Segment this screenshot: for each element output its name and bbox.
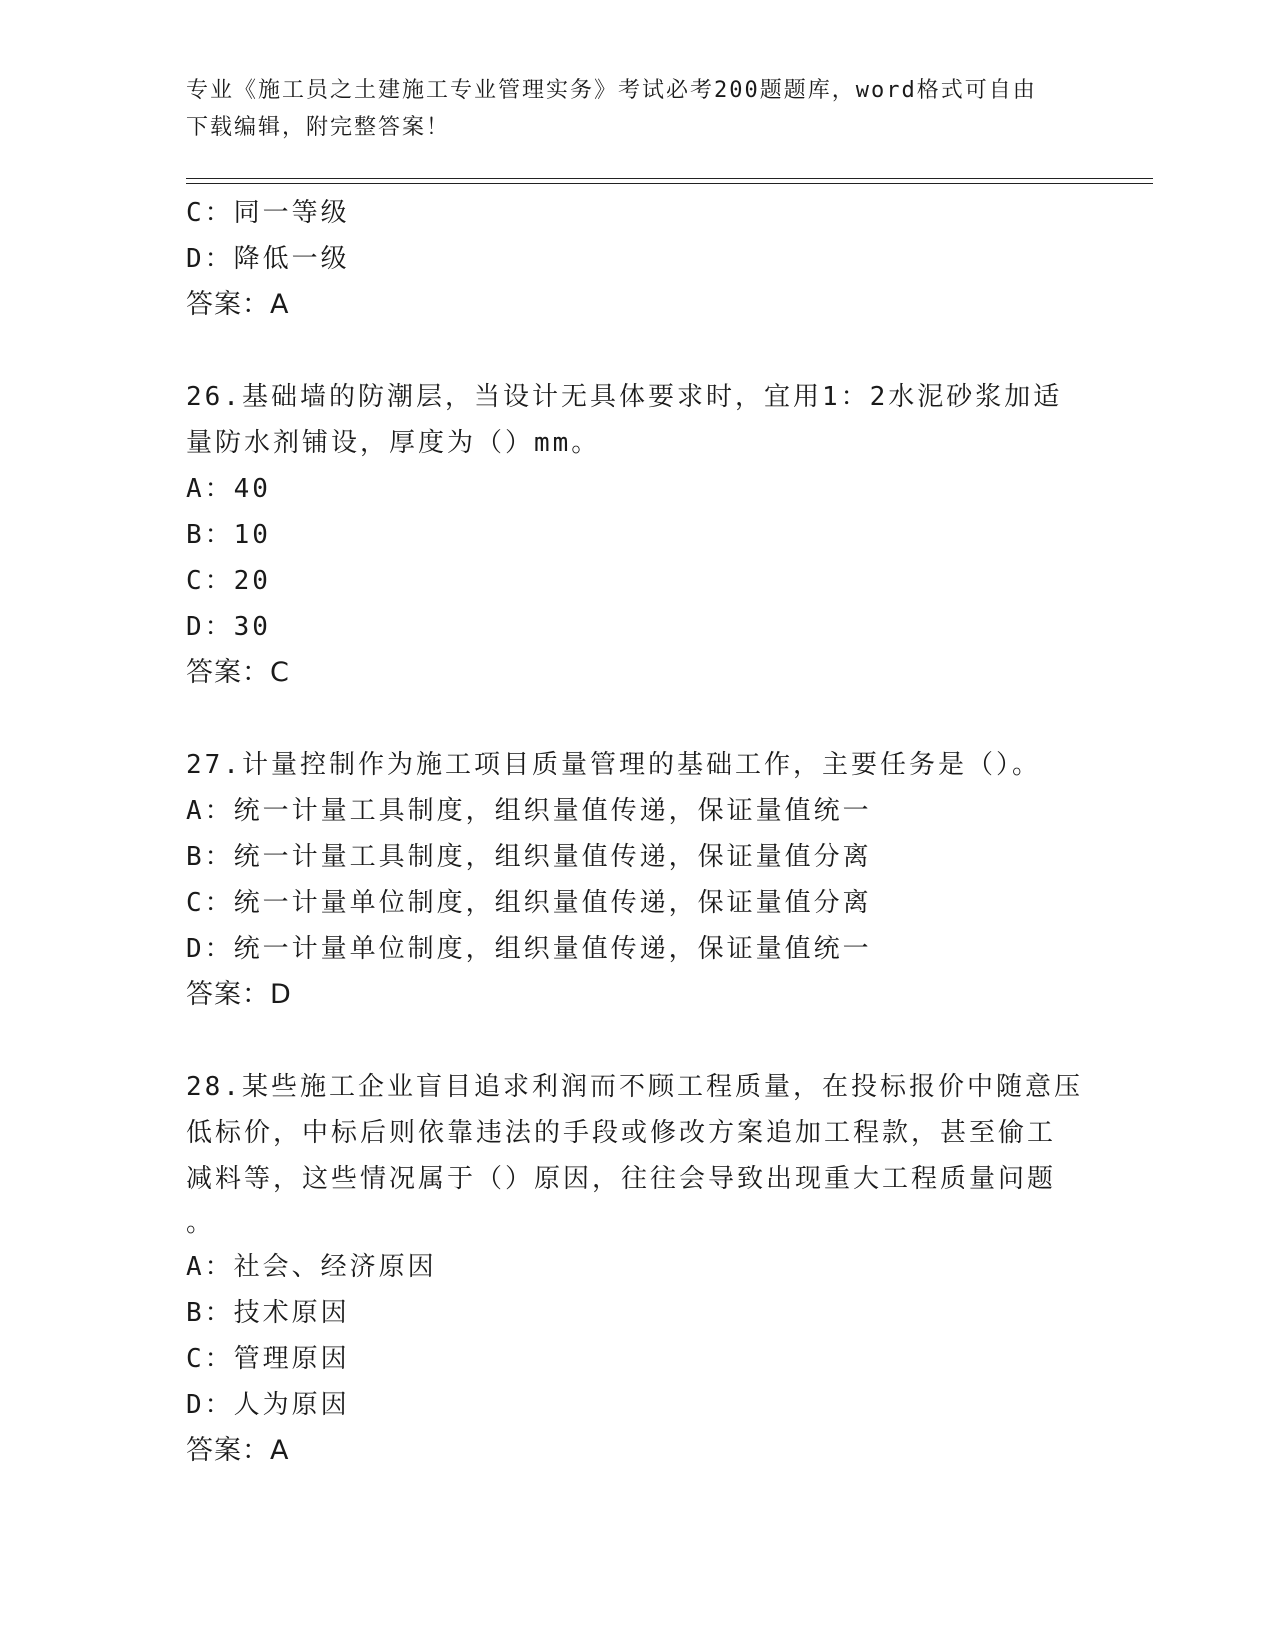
option-a: A：社会、经济原因 — [186, 1252, 437, 1282]
option-d: D：降低一级 — [186, 244, 350, 274]
option-c: C：同一等级 — [186, 198, 350, 228]
header-divider-bottom — [186, 183, 1153, 184]
question-text-line: 27.计量控制作为施工项目质量管理的基础工作，主要任务是（）。 — [186, 750, 1041, 780]
question-block-prev — [186, 190, 1086, 328]
question-text-line: 。 — [186, 1208, 216, 1238]
option-d: D：统一计量单位制度，组织量值传递，保证量值统一 — [186, 934, 872, 964]
option-b: B：技术原因 — [186, 1298, 350, 1328]
question-text-line: 28.某些施工企业盲目追求利润而不顾工程质量，在投标报价中随意压 — [186, 1072, 1083, 1102]
option-d: D：30 — [186, 612, 271, 642]
question-block-28 — [186, 1064, 1086, 1474]
document-header — [186, 72, 1066, 146]
question-block-27 — [186, 742, 1086, 1018]
question-text-line: 低标价，中标后则依靠违法的手段或修改方案追加工程款，甚至偷工 — [186, 1118, 1057, 1148]
header-line-2: 下载编辑，附完整答案！ — [186, 115, 451, 140]
question-text-line: 26.基础墙的防潮层，当设计无具体要求时，宜用1：2水泥砂浆加适 — [186, 382, 1063, 412]
option-d: D：人为原因 — [186, 1390, 350, 1420]
answer-line: 答案：C — [186, 657, 290, 688]
header-divider-top — [186, 178, 1153, 179]
header-line-1: 专业《施工员之土建施工专业管理实务》考试必考200题题库，word格式可自由 — [186, 78, 1037, 103]
option-c: C：管理原因 — [186, 1344, 350, 1374]
option-c: C：20 — [186, 566, 271, 596]
option-b: B：10 — [186, 520, 271, 550]
answer-line: 答案：D — [186, 979, 292, 1010]
answer-line: 答案：A — [186, 1435, 290, 1466]
answer-line: 答案：A — [186, 289, 290, 320]
question-text-line: 减料等，这些情况属于（）原因，往往会导致出现重大工程质量问题 — [186, 1164, 1057, 1194]
question-list — [186, 190, 1086, 1474]
option-c: C：统一计量单位制度，组织量值传递，保证量值分离 — [186, 888, 872, 918]
question-text-line: 量防水剂铺设，厚度为（）mm。 — [186, 428, 601, 458]
option-a: A：统一计量工具制度，组织量值传递，保证量值统一 — [186, 796, 872, 826]
question-block-26 — [186, 374, 1086, 696]
option-a: A：40 — [186, 474, 271, 504]
option-b: B：统一计量工具制度，组织量值传递，保证量值分离 — [186, 842, 872, 872]
